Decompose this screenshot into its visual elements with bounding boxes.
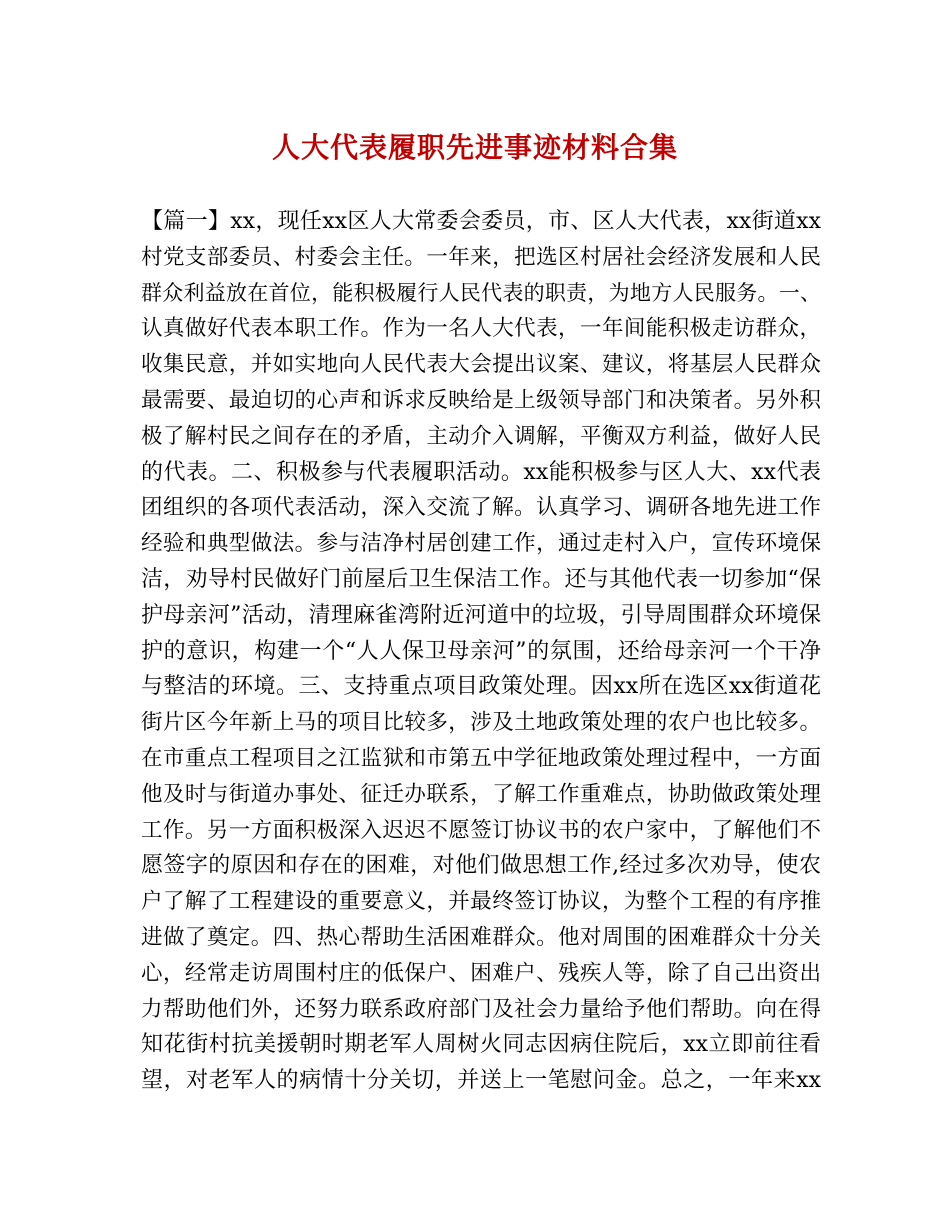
- body-line: 街片区今年新上马的项目比较多，涉及土地政策处理的农户也比较多。: [141, 710, 821, 736]
- body-line: 村党支部委员、村委会主任。一年来，把选区村居社会经济发展和人民: [141, 244, 821, 270]
- body-line: 群众利益放在首位，能积极履行人民代表的职责，为地方人民服务。一、: [141, 280, 821, 305]
- body-line: 【篇一】xx，现任xx区人大常委会委员，市、区人大代表，xx街道xx: [141, 209, 821, 234]
- body-line: 收集民意，并如实地向人民代表大会提出议案、建议，将基层人民群众: [141, 352, 821, 378]
- body-line: 经验和典型做法。参与洁净村居创建工作，通过走村入户，宣传环境保: [141, 531, 821, 557]
- body-line: 他及时与街道办事处、征迁办联系，了解工作重难点，协助做政策处理: [141, 781, 821, 807]
- body-line: 进做了奠定。四、热心帮助生活困难群众。他对周围的困难群众十分关: [141, 924, 821, 950]
- body-line: 认真做好代表本职工作。作为一名人大代表，一年间能积极走访群众，: [141, 316, 821, 342]
- body-line: 洁，劝导村民做好门前屋后卫生保洁工作。还与其他代表一切参加“保: [141, 566, 821, 592]
- body-line: 护母亲河”活动，清理麻雀湾附近河道中的垃圾，引导周围群众环境保: [141, 602, 821, 628]
- body-line: 护的意识，构建一个“人人保卫母亲河”的氛围，还给母亲河一个干净: [141, 638, 821, 664]
- body-line: 心，经常走访周围村庄的低保户、困难户、残疾人等，除了自己出资出: [141, 960, 821, 986]
- body-line: 力帮助他们外，还努力联系政府部门及社会力量给予他们帮助。向在得: [141, 996, 821, 1022]
- body-line: 户了解了工程建设的重要意义，并最终签订协议，为整个工程的有序推: [141, 889, 821, 915]
- body-line: 知花街村抗美援朝时期老军人周树火同志因病住院后，xx立即前往看: [141, 1032, 821, 1058]
- document-title: 人大代表履职先进事迹材料合集: [271, 131, 678, 164]
- body-line: 与整洁的环境。三、支持重点项目政策处理。因xx所在选区xx街道花: [141, 674, 821, 700]
- body-line: 极了解村民之间存在的矛盾，主动介入调解，平衡双方利益，做好人民: [141, 423, 821, 449]
- body-line: 在市重点工程项目之江监狱和市第五中学征地政策处理过程中，一方面: [141, 745, 821, 771]
- body-line: 望，对老军人的病情十分关切，并送上一笔慰问金。总之，一年来xx: [141, 1068, 821, 1094]
- body-line: 的代表。二、积极参与代表履职活动。xx能积极参与区人大、xx代表: [141, 459, 821, 485]
- document-body: [141, 204, 821, 1099]
- body-line: 愿签字的原因和存在的困难，对他们做思想工作,经过多次劝导，使农: [141, 853, 821, 879]
- body-line: 团组织的各项代表活动，深入交流了解。认真学习、调研各地先进工作: [141, 495, 821, 521]
- body-line: 最需要、最迫切的心声和诉求反映给是上级领导部门和决策者。另外积: [141, 387, 821, 413]
- body-line: 工作。另一方面积极深入迟迟不愿签订协议书的农户家中，了解他们不: [141, 817, 821, 843]
